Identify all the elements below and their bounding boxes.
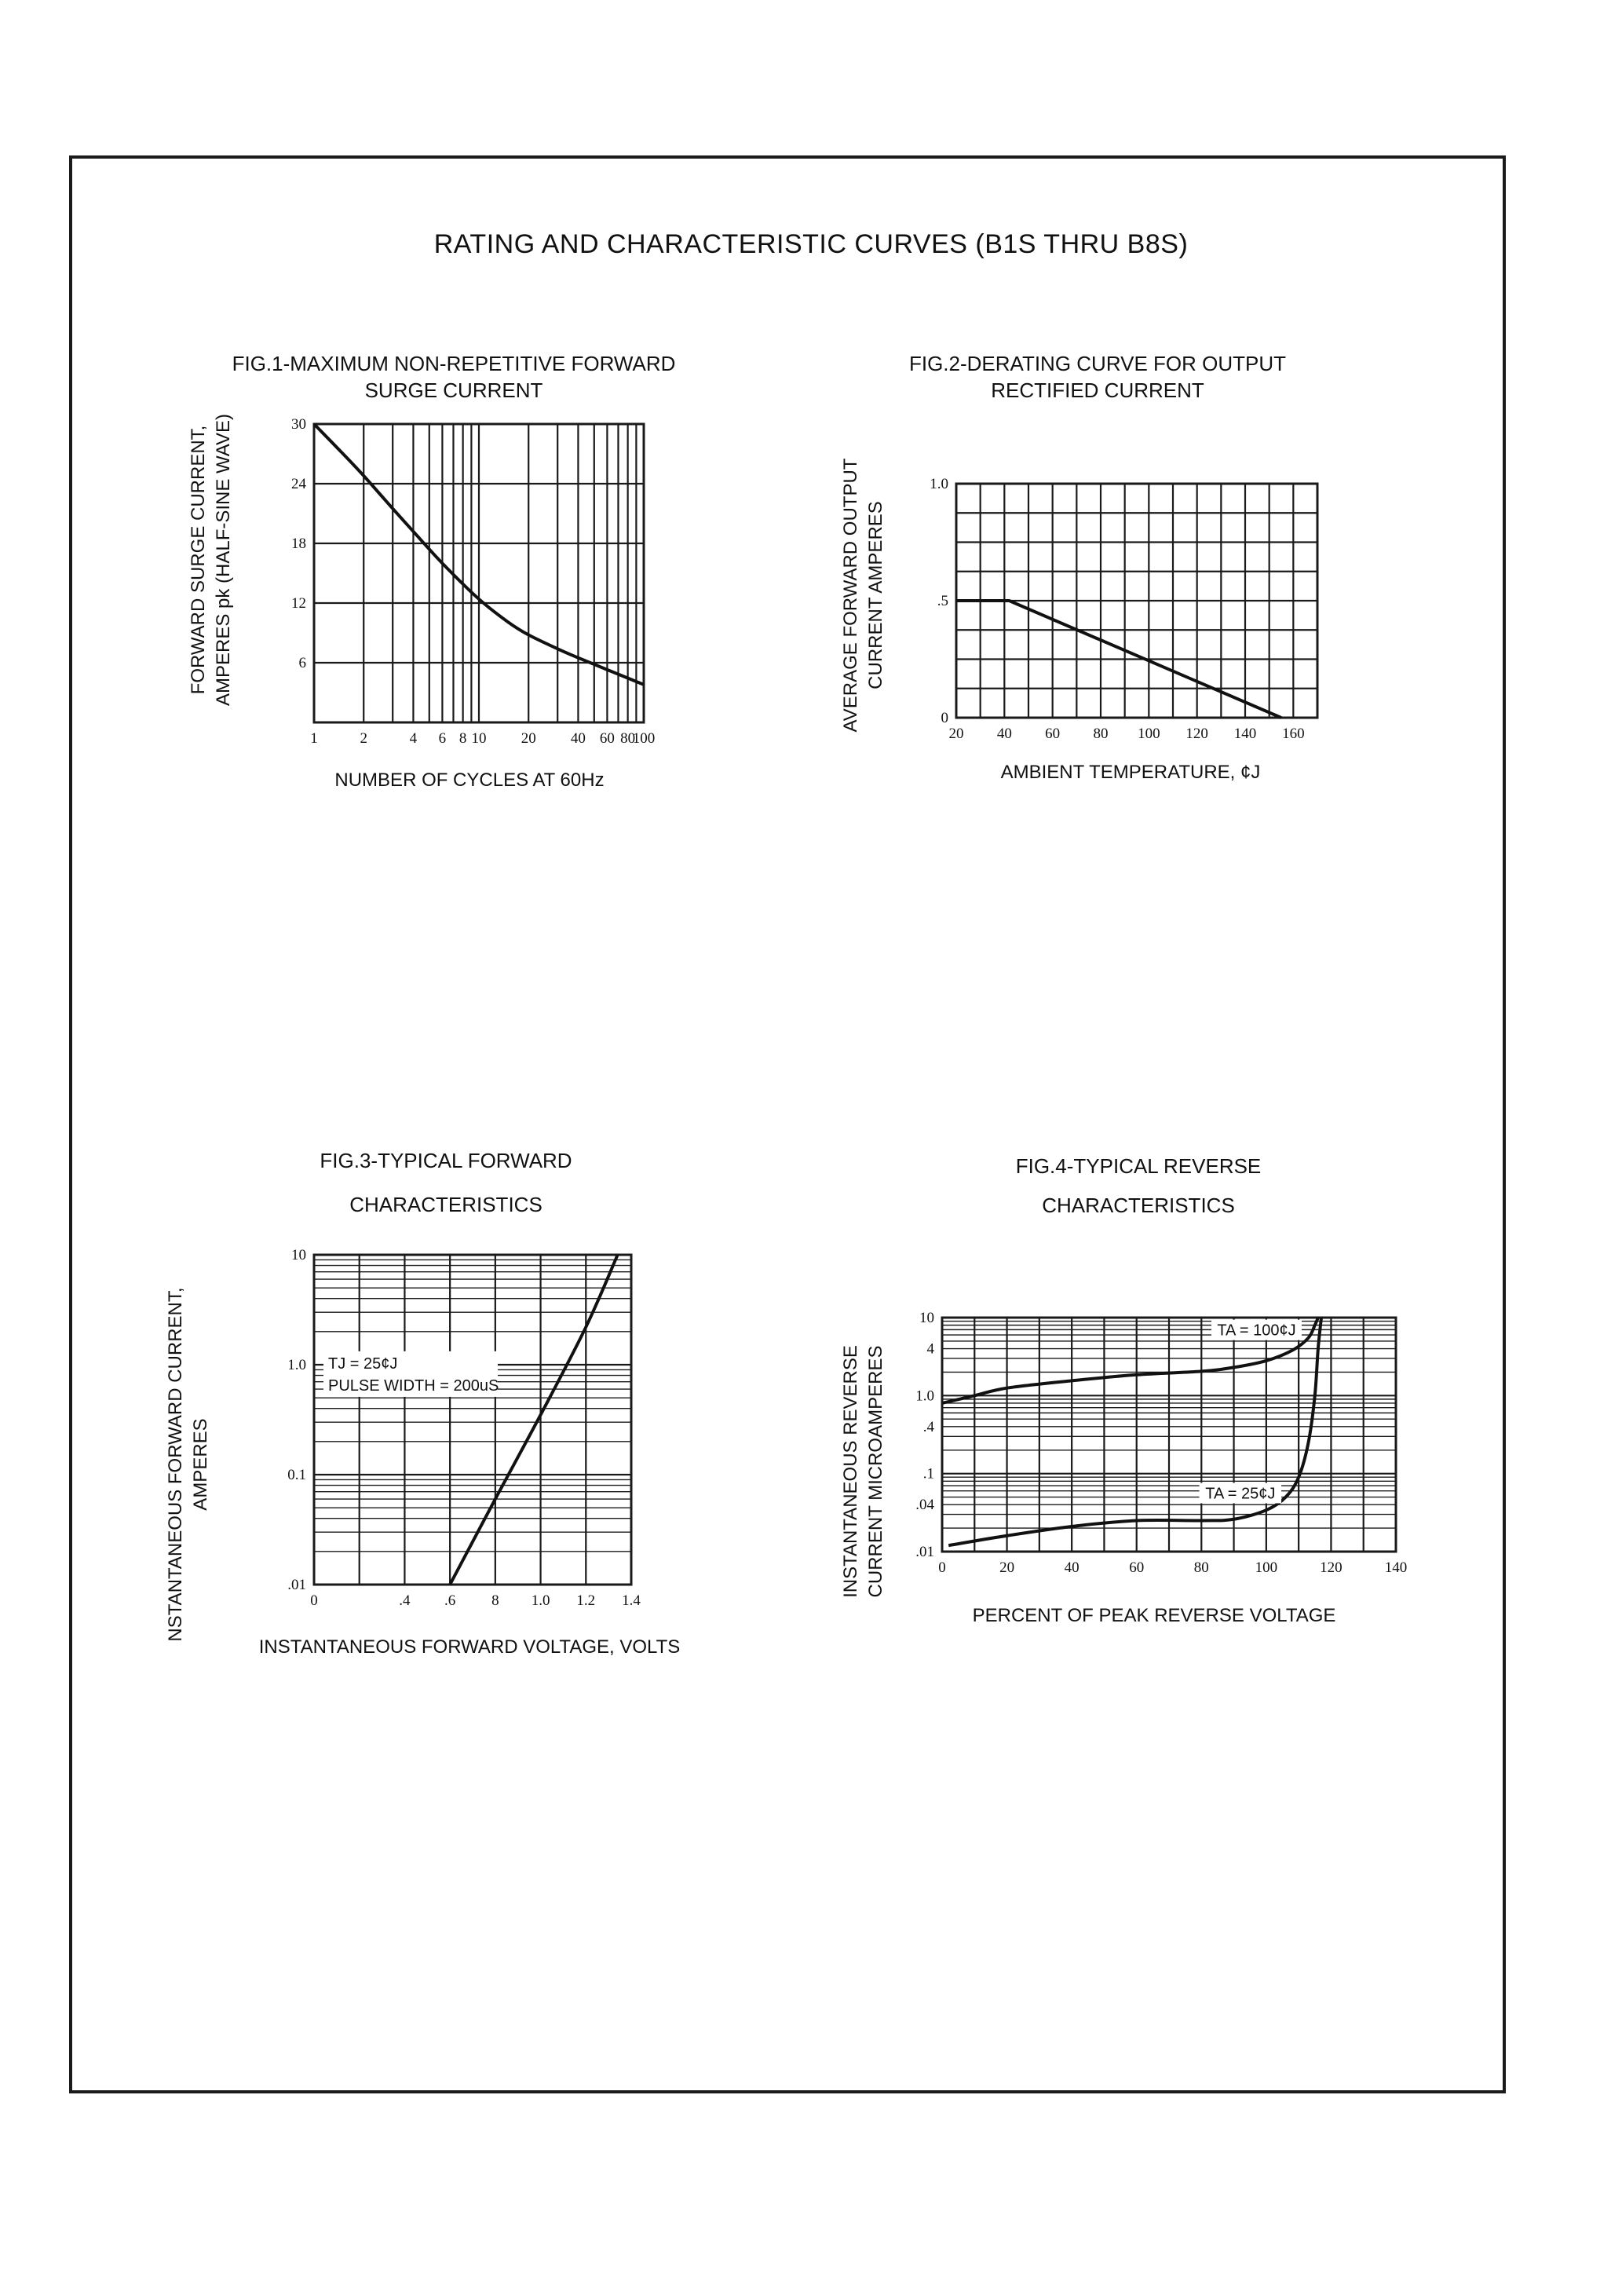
fig4-y-tick-label: 1.0 <box>915 1387 934 1405</box>
fig3-ylabel-line1: NSTANTANEOUS FORWARD CURRENT, <box>165 1287 186 1642</box>
fig1-x-tick-label: 1 <box>310 730 318 747</box>
fig2-y-tick-label: 0 <box>941 710 948 726</box>
fig2-y-tick-label: .5 <box>937 593 948 609</box>
fig2-x-tick-label: 40 <box>996 726 1012 742</box>
fig3-y-tick-label: 1.0 <box>287 1357 306 1373</box>
fig4-x-tick-label: 40 <box>1064 1559 1080 1576</box>
fig1-y-tick-label: 18 <box>291 536 306 552</box>
fig1-ylabel <box>186 395 249 725</box>
fig1-x-tick-label: 80 <box>620 730 636 747</box>
fig1-y-tick-label: 30 <box>291 416 306 433</box>
fig1-x-tick-label: 2 <box>360 730 367 747</box>
fig4-x-tick-label: 0 <box>938 1559 946 1576</box>
fig2-x-tick-label: 20 <box>948 726 964 742</box>
fig3-x-tick-label: 1.4 <box>622 1592 641 1609</box>
fig3-title-line2: CHARACTERISTICS <box>349 1193 542 1216</box>
fig2-x-tick-label: 60 <box>1045 726 1061 742</box>
fig3-x-tick-label: 1.2 <box>576 1592 596 1609</box>
fig4-y-tick-label: .4 <box>922 1418 934 1435</box>
fig1-x-tick-label: 6 <box>438 730 447 747</box>
fig3-x-tick-label: .6 <box>444 1592 456 1609</box>
fig4-series-label: TA = 100¢J <box>1217 1322 1296 1340</box>
fig4-title-line1: FIG.4-TYPICAL REVERSE <box>1015 1154 1262 1178</box>
fig3-title <box>250 1139 642 1227</box>
fig4-chart <box>887 1296 1421 1594</box>
fig1-y-tick-label: 24 <box>291 476 306 492</box>
fig2-ylabel-line1: AVERAGE FORWARD OUTPUT <box>840 458 861 733</box>
fig4-series-label: TA = 25¢J <box>1205 1485 1276 1503</box>
fig4-xlabel: PERCENT OF PEAK REVERSE VOLTAGE <box>972 1605 1336 1626</box>
fig2-ylabel-line2: CURRENT AMPERES <box>865 501 886 689</box>
page-title: RATING AND CHARACTERISTIC CURVES (B1S THRU B8S) <box>433 229 1189 259</box>
fig1-title-line2: SURGE CURRENT <box>364 378 543 402</box>
fig3-xlabel: INSTANTANEOUS FORWARD VOLTAGE, VOLTS <box>258 1636 681 1658</box>
fig4-x-tick-label: 120 <box>1320 1559 1343 1576</box>
fig1-x-tick-label: 20 <box>521 730 536 747</box>
fig2-title <box>831 350 1364 404</box>
fig1-ylabel-line2: AMPERES pk (HALF-SINE WAVE) <box>213 413 234 707</box>
fig1-title-line1: FIG.1-MAXIMUM NON-REPETITIVE FORWARD <box>232 352 676 375</box>
fig2-title-line1: FIG.2-DERATING CURVE FOR OUTPUT <box>908 352 1287 375</box>
fig3-x-tick-label: 1.0 <box>531 1592 550 1609</box>
fig3-ylabel-line2: AMPERES <box>190 1418 211 1511</box>
fig4-y-tick-label: .1 <box>922 1465 934 1483</box>
fig4-ylabel-line1: INSTANTANEOUS REVERSE <box>840 1345 861 1598</box>
fig4-ylabel-line2: CURRENT MICROAMPERES <box>865 1345 886 1598</box>
fig2-x-tick-label: 140 <box>1233 726 1257 742</box>
fig4-y-tick-label: 4 <box>926 1340 934 1358</box>
fig1-x-tick-label: 4 <box>409 730 418 747</box>
fig4-y-tick-label: 10 <box>919 1310 934 1326</box>
fig3-grid <box>314 1255 631 1585</box>
fig1-x-tick-label: 8 <box>458 730 467 747</box>
fig3-annotation <box>323 1351 499 1397</box>
fig1-chart <box>259 400 667 762</box>
fig4-y-tick-label: .01 <box>915 1544 934 1560</box>
fig1-x-tick-label: 40 <box>570 730 586 747</box>
fig4-x-tick-label: 60 <box>1129 1559 1145 1576</box>
fig1-x-tick-label: 10 <box>471 730 487 747</box>
fig1-y-tick-label: 12 <box>291 595 306 612</box>
fig2-xlabel: AMBIENT TEMPERATURE, ¢J <box>1000 762 1261 783</box>
fig3-x-tick-label: 0 <box>310 1592 318 1609</box>
fig4-x-tick-label: 80 <box>1193 1559 1209 1576</box>
fig4-x-tick-label: 140 <box>1384 1559 1408 1576</box>
fig1-ylabel-line1: FORWARD SURGE CURRENT, <box>188 425 209 695</box>
fig3-x-tick-label: .4 <box>399 1592 411 1609</box>
fig4-x-tick-label: 100 <box>1255 1559 1278 1576</box>
fig3-x-tick-label: 8 <box>491 1592 499 1609</box>
fig3-y-tick-label: 0.1 <box>287 1467 306 1483</box>
fig1-x-tick-label: 100 <box>632 730 656 747</box>
fig2-chart <box>901 463 1341 762</box>
fig2-ylabel <box>838 438 901 752</box>
fig1-x-tick-label: 60 <box>599 730 615 747</box>
fig3-ylabel <box>163 1268 226 1661</box>
fig3-chart <box>259 1233 667 1610</box>
fig2-y-tick-label: 1.0 <box>930 476 948 492</box>
fig4-grid <box>942 1318 1396 1552</box>
fig2-title-line2: RECTIFIED CURRENT <box>991 378 1204 402</box>
fig1-xlabel: NUMBER OF CYCLES AT 60Hz <box>334 770 605 791</box>
fig4-x-tick-label: 20 <box>999 1559 1015 1576</box>
fig4-title-line2: CHARACTERISTICS <box>1042 1194 1235 1217</box>
fig1-y-tick-label: 6 <box>298 655 306 671</box>
fig2-x-tick-label: 100 <box>1138 726 1160 742</box>
fig3-y-tick-label: .01 <box>287 1577 306 1593</box>
fig4-title <box>942 1146 1335 1225</box>
fig3-annotation-text: PULSE WIDTH = 200uS <box>328 1377 499 1395</box>
fig1-grid <box>314 424 644 722</box>
fig4-y-tick-label: .04 <box>915 1497 934 1514</box>
fig2-x-tick-label: 120 <box>1185 726 1208 742</box>
fig3-plot-area <box>314 1255 631 1585</box>
fig2-x-tick-label: 80 <box>1093 726 1109 742</box>
fig3-annotation-text: TJ = 25¢J <box>328 1355 398 1373</box>
fig1-title <box>187 350 721 404</box>
fig3-title-line1: FIG.3-TYPICAL FORWARD <box>320 1149 572 1172</box>
fig3-series-0-line <box>450 1255 618 1585</box>
fig3-y-tick-label: 10 <box>291 1247 306 1263</box>
fig2-x-tick-label: 160 <box>1282 726 1305 742</box>
